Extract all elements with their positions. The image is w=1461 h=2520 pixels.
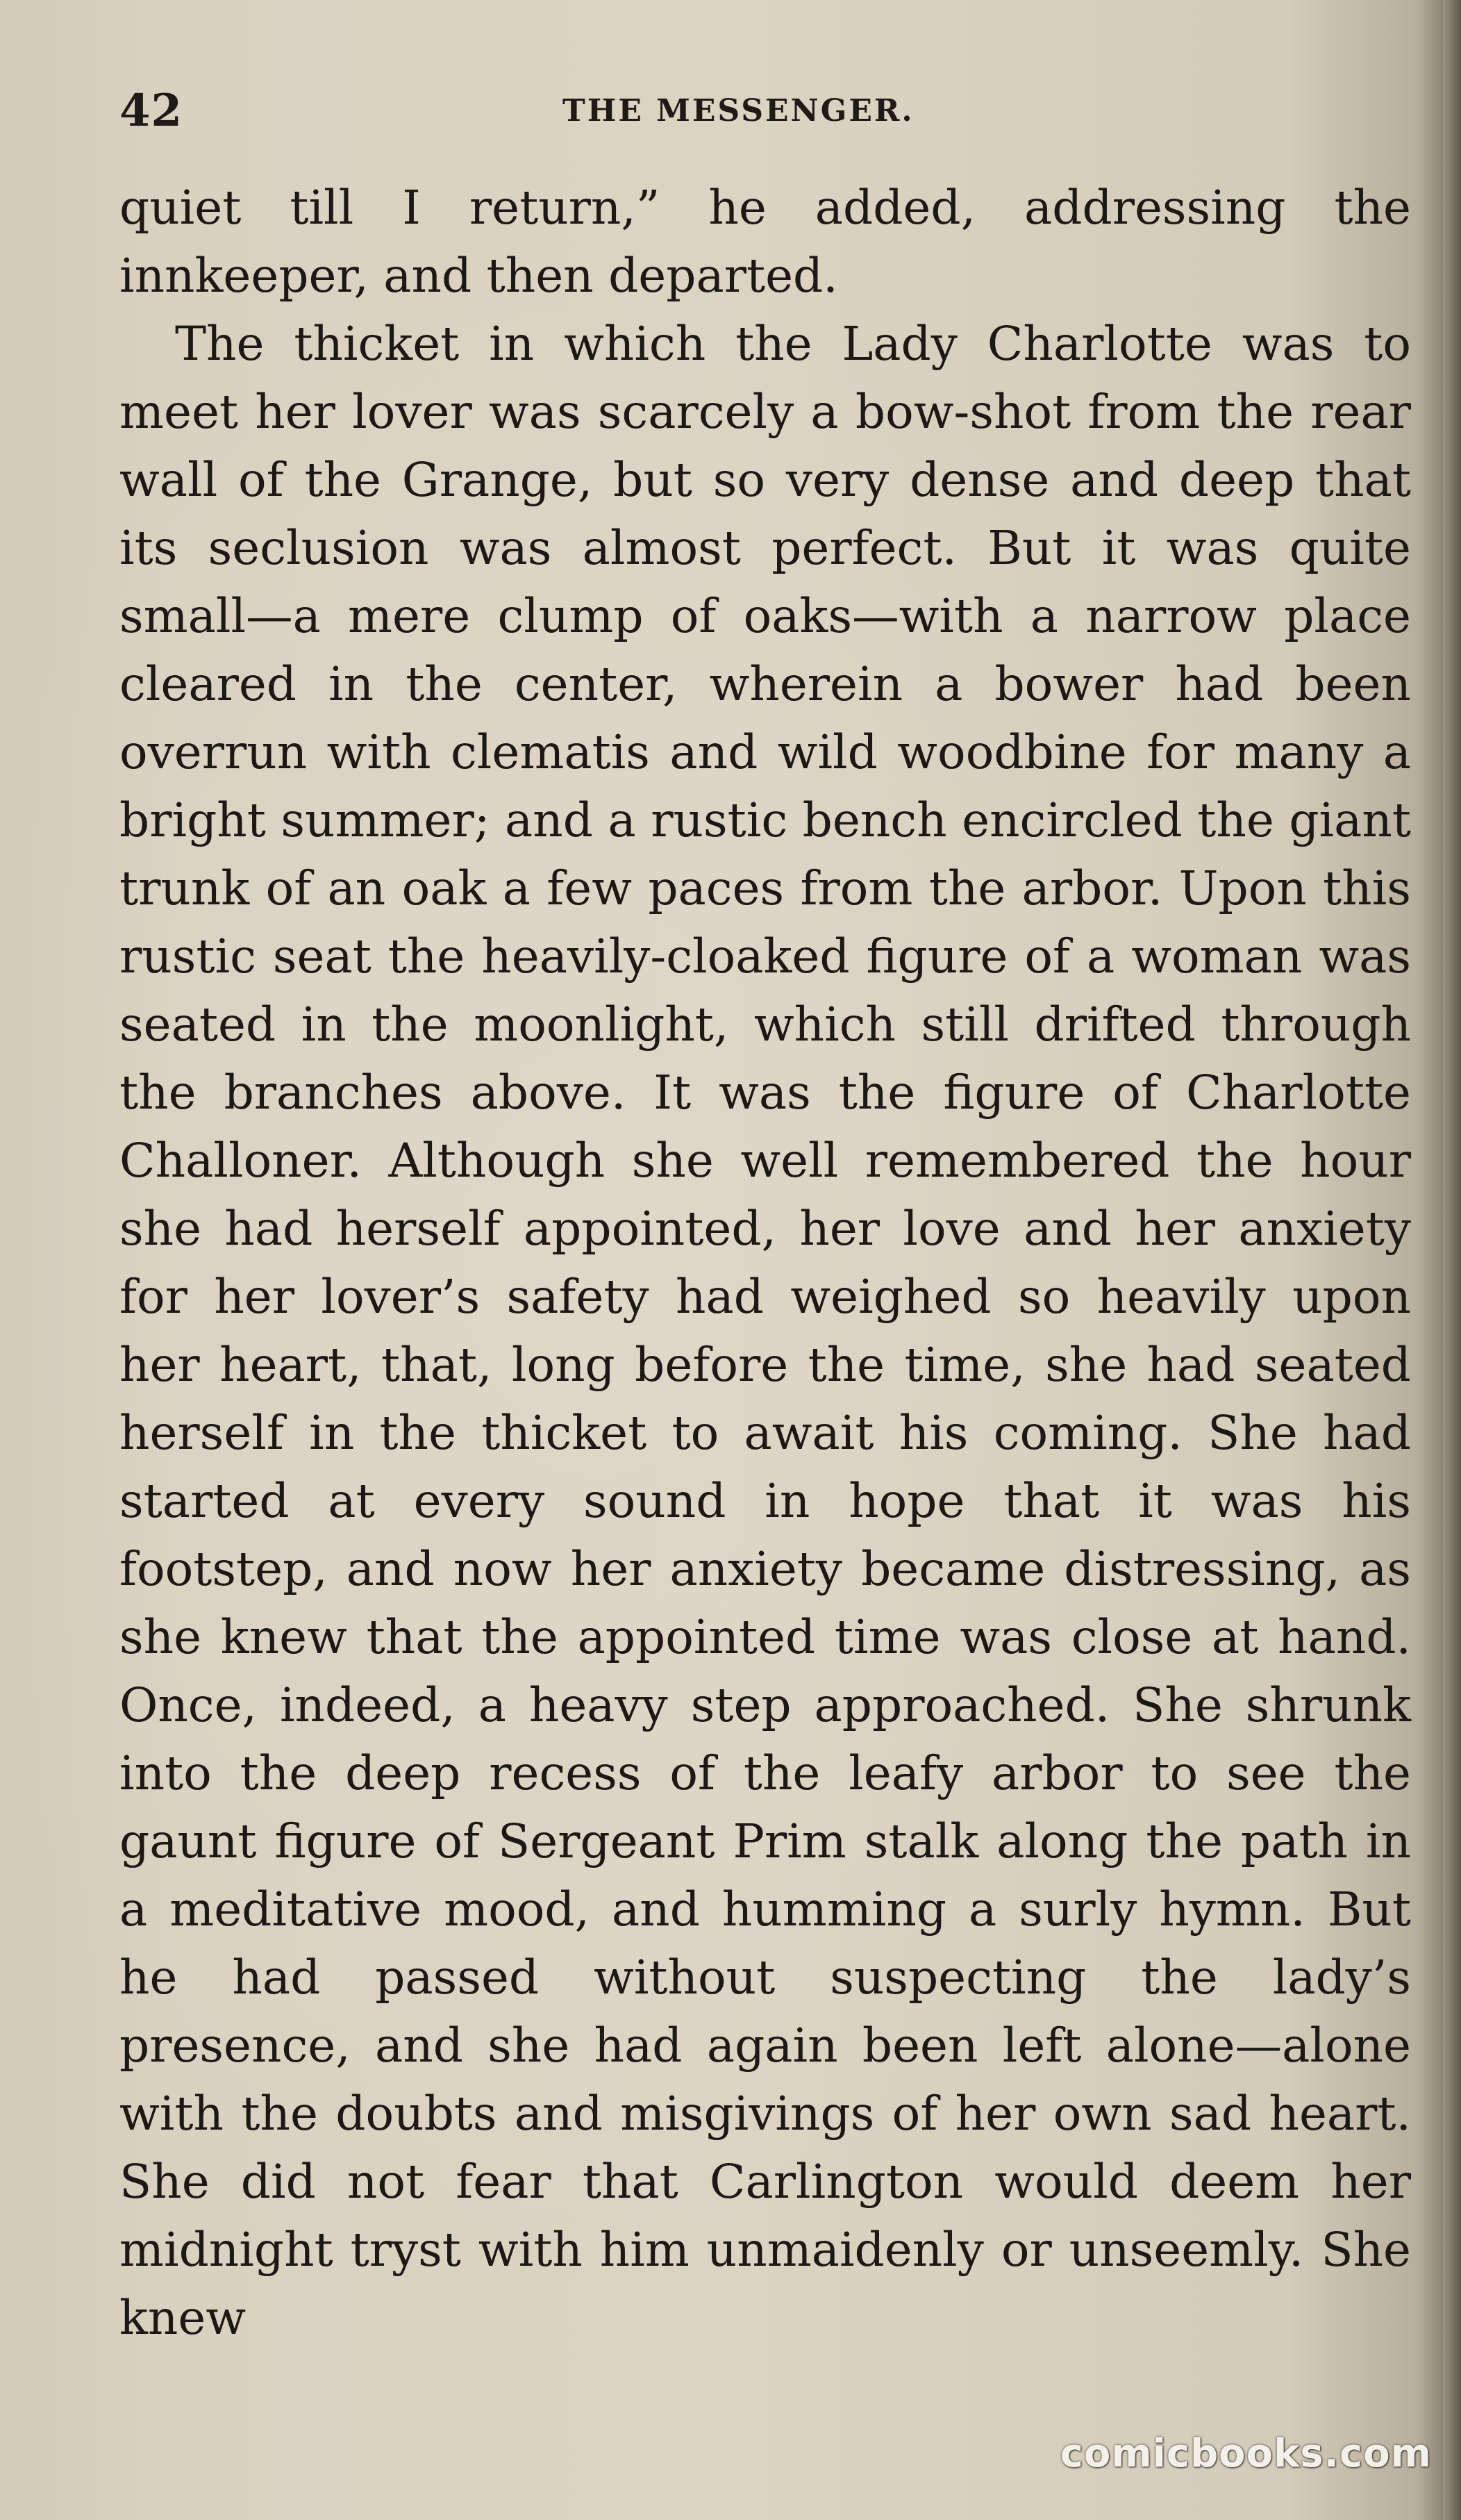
page-number: 42 <box>119 85 183 137</box>
paragraph-continued: quiet till I return,” he added, addressing the innkeeper, and then departed. <box>119 180 1411 303</box>
site-watermark: comicbooks.com <box>1060 2431 1432 2476</box>
page-header <box>111 75 1417 151</box>
page-edge-shadow <box>1443 0 1461 2520</box>
running-head-title: THE MESSENGER. <box>562 93 915 129</box>
body-text <box>119 174 1411 2352</box>
paragraph-thicket: The thicket in which the Lady Charlotte was to meet her lover was scarcely a bow-shot from the rear wall of the Grange, but so very dense and deep that its seclusion was almost perfect. But it was quite small—a mere clump of oaks—with a narrow place cleared in the center, wherein a bower had been overrun with clematis and wild woodbine for many a bright summer; and a rustic bench encircled the giant trunk of an oak a few paces from the arbor. Upon this rustic seat the heavily-cloaked figure of a woman was seated in the moonlight, which still drifted through the branches above. It was the figure of Charlotte Challoner. Although she well remembered the hour she had herself appointed, her love and her anxiety for her lover’s safety had weighed so heavily upon her heart, that, long before the time, she had seated herself in the thicket to await his coming. She had started at every sound in hope that it was his footstep, and now her anxiety became distressing, as she knew that the appointed time was close at hand. Once, indeed, a heavy step approached. She shrunk into the deep recess of the leafy arbor to see the gaunt figure of Sergeant Prim stalk along the path in a meditative mood, and humming a surly hymn. But he had passed without suspecting the lady’s presence, and she had again been left alone—alone with the doubts and misgivings of her own sad heart. She did not fear that Carlington would deem her midnight tryst with him unmaidenly or unseemly. She knew <box>119 316 1411 2345</box>
